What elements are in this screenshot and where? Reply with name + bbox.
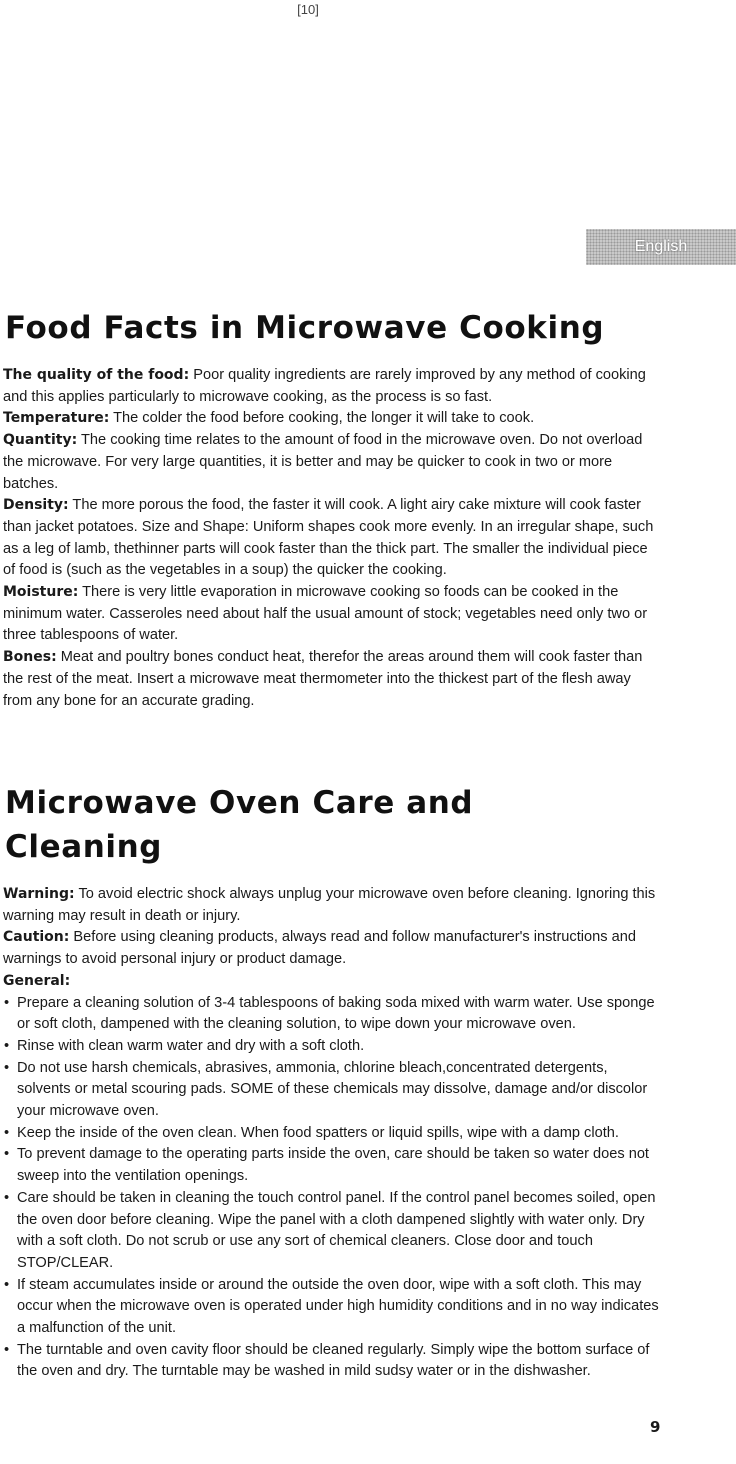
label-bones: Bones: [3,649,57,666]
label-temperature: Temperature: [3,410,110,427]
text-moisture: There is very little evaporation in microwave cooking so foods can be cooked in the minimum water. Casseroles need about half the usual amount of stock; vegetables need only two or three tablespoons of water. [3,584,648,644]
care-cleaning-heading: Microwave Oven Care and Cleaning [5,785,474,865]
food-facts-section [3,365,663,712]
label-caution: Caution: [3,929,70,946]
food-facts-heading: Food Facts in Microwave Cooking [5,310,605,346]
text-quantity: The cooking time relates to the amount of food in the microwave oven. Do not overload the microwave. For very large quantities, it is better and may be quicker to cook in two or more batches. [3,432,643,492]
cleaning-bullet-list [3,993,663,1384]
paragraph-quality [3,365,663,408]
paragraph-caution [3,927,663,970]
bullet-item: • Keep the inside of the oven clean. When food spatters or liquid spills, wipe with a damp cloth. [3,1123,663,1145]
text-quality: Poor quality ingredients are rarely improved by any method of cooking and this applies particularly to microwave cooking, as the process is so fast. [3,367,646,405]
language-tab: English [586,229,736,265]
page-number: 9 [650,1418,661,1436]
bullet-item: • To prevent damage to the operating parts inside the oven, care should be taken so water does not sweep into the ventilation openings. [3,1144,663,1187]
bullet-item: • The turntable and oven cavity floor should be cleaned regularly. Simply wipe the bottom surface of the oven and dry. The turntable may be washed in mild sudsy water or in the dishwasher. [3,1340,663,1383]
label-quality: The quality of the food: [3,367,190,383]
text-density: The more porous the food, the faster it will cook. A light airy cake mixture will cook faster than jacket potatoes. Size and Shape: Uniform shapes cook more evenly. In an irregular shape, such as a leg of lamb, thethinner parts will cook faster than the thick part. The smaller the individual piece of food is (such as the vegetables in a soup) the quicker the cooking. [3,497,654,579]
paragraph-density [3,495,663,582]
paragraph-moisture [3,582,663,647]
label-quantity: Quantity: [3,432,78,449]
text-temperature: The colder the food before cooking, the longer it will take to cook. [109,410,535,427]
paragraph-bones [3,647,663,712]
paragraph-temperature [3,408,663,430]
paragraph-warning [3,884,663,927]
label-warning: Warning: [3,886,75,902]
label-general: General: [3,972,71,989]
care-cleaning-section [3,884,663,1383]
page-reference: [10] [297,2,319,17]
text-warning: To avoid electric shock always unplug your microwave oven before cleaning. Ignoring this warning may result in death or injury. [3,886,656,924]
bullet-item: • Rinse with clean warm water and dry with a soft cloth. [3,1036,663,1058]
label-density: Density: [3,497,69,514]
text-caution: Before using cleaning products, always read and follow manufacturer's instructions and warnings to avoid personal injury or product damage. [3,929,636,968]
bullet-item: • If steam accumulates inside or around the outside the oven door, wipe with a soft cloth. This may occur when the microwave oven is operated under high humidity conditions and in no way indicates a malfunction of the unit. [3,1275,663,1340]
bullet-item: • Prepare a cleaning solution of 3-4 tablespoons of baking soda mixed with warm water. Use sponge or soft cloth, dampened with the cleaning solution, to wipe down your microwave oven. [3,993,663,1036]
label-moisture: Moisture: [3,584,79,601]
bullet-item: • Do not use harsh chemicals, abrasives, ammonia, chlorine bleach,concentrated detergents, solvents or metal scouring pads. SOME of these chemicals may dissolve, damage and/or discolor your microwave oven. [3,1058,663,1123]
paragraph-quantity [3,430,663,495]
bullet-item: • Care should be taken in cleaning the touch control panel. If the control panel becomes soiled, open the oven door before cleaning. Wipe the panel with a cloth dampened slightly with water only. Dry with a soft cloth. Do not scrub or use any sort of chemical cleaners. Close door and touch STOP/CLEAR. [3,1188,663,1275]
text-bones: Meat and poultry bones conduct heat, therefor the areas around them will cook faster than the rest of the meat. Insert a microwave meat thermometer into the thickest part of the flesh away from any bone for an accurate grading. [3,649,643,709]
